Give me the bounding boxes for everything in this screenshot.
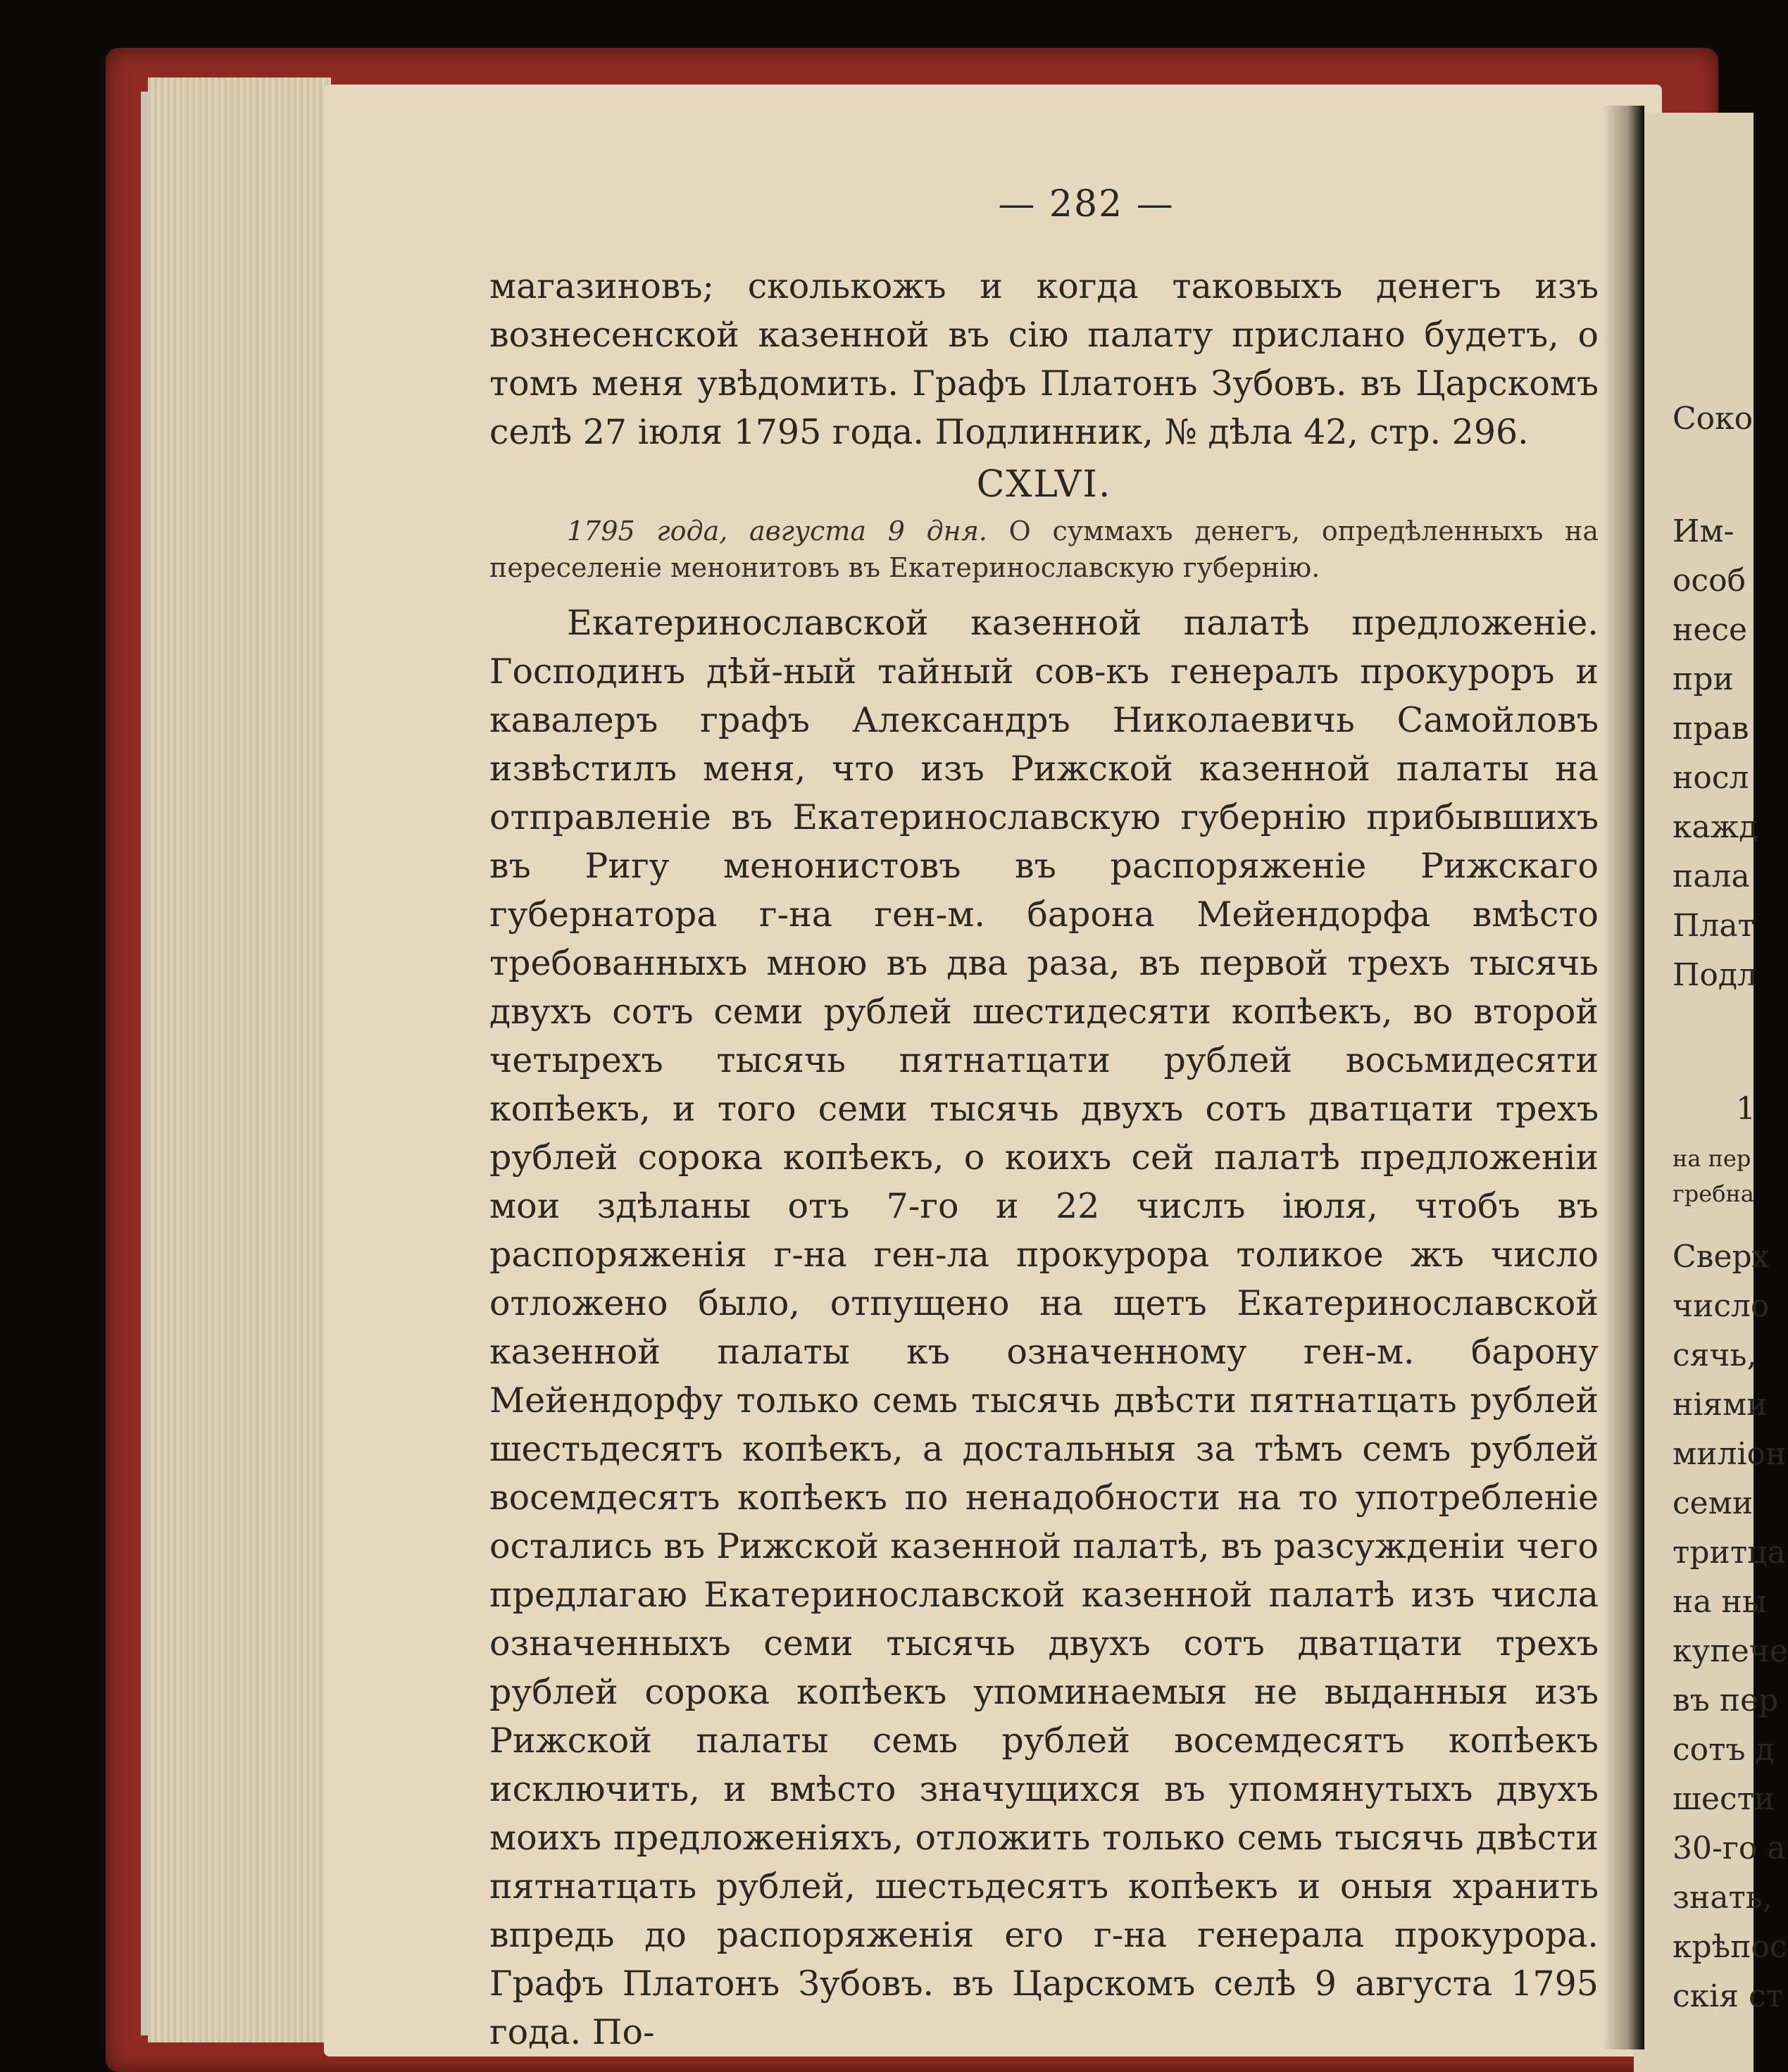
fragment-line: на ны <box>1673 1584 1767 1620</box>
fragment-line: сотъ д <box>1673 1732 1775 1768</box>
fragment-line: шести <box>1673 1781 1775 1817</box>
fragment-line: число <box>1673 1288 1770 1324</box>
fragment-line: на пер <box>1673 1145 1751 1172</box>
page-number: — 282 — <box>998 183 1175 225</box>
fragment-line: Подл <box>1673 957 1757 993</box>
fragment-line: купече <box>1673 1633 1788 1669</box>
fragment-line: Плат <box>1673 908 1755 944</box>
fragment-line: гребна <box>1673 1180 1754 1207</box>
fragment-line: ніями <box>1673 1387 1768 1423</box>
fragment-line: скія ст <box>1673 1978 1783 2014</box>
fragment-line: миліон <box>1673 1436 1787 1472</box>
fragment-line: при <box>1673 661 1734 697</box>
fragment-line: сячь, <box>1673 1337 1757 1373</box>
fragment-line: 1 <box>1736 1091 1756 1127</box>
fragment-line: носл <box>1673 760 1749 796</box>
fragment-line: семи <box>1673 1485 1753 1521</box>
fragment-line: знать, <box>1673 1880 1773 1916</box>
fragment-line: особ <box>1673 563 1746 599</box>
fragment-line: кажд <box>1673 809 1758 845</box>
page-gutter <box>1602 106 1644 2049</box>
body-paragraph: Екатеринославской казенной палатѣ предложеніе. Господинъ дѣй-ный тайный сов-къ генералъ прокуроръ и кавалеръ графъ Александръ Николаевичь Самойловъ извѣстилъ меня, что изъ Рижской казенной палаты на отправленіе въ Екатеринославскую губернію прибывшихъ въ Ригу менонистовъ въ распоряженіе Рижскаго губернатора г-на ген-м. барона Мейендорфа вмѣсто требованныхъ мною въ два раза, въ первой трехъ тысячь двухъ сотъ семи рублей шестидесяти копѣекъ, во второй четырехъ тысячь пятнатцати рублей восьмидесяти копѣекъ, и того семи тысячь двухъ сотъ дватцати трехъ рублей сорока копѣекъ, о коихъ сей палатѣ предложеніи мои здѣланы отъ 7-го и 22 числъ іюля, чтобъ въ распоряженія г-на ген-ла прокурора толикое жъ число отложено было, отпущено на щетъ Екатеринославской казенной палаты къ означенному ген-м. барону Мейендорфу только семь тысячь двѣсти пятнатцать рублей шестьдесятъ копѣекъ, а достальныя за тѣмъ семъ рублей восемдесятъ копѣекъ по ненадобности на то употребленіе остались въ Рижской казенной палатѣ, въ разсужденіи чего предлагаю Екатеринославской казенной палатѣ изъ числа означенныхъ семи тысячь двухъ сотъ дватцати трехъ рублей сорока копѣекъ упоминаемыя не выданныя изъ Рижской палаты семь рублей восемдесятъ копѣекъ исключить, и вмѣсто значущихся въ упомянутыхъ двухъ моихъ предложеніяхъ, отложить только семь тысячь двѣсти пятнатцать рублей, шестьдесятъ копѣекъ и оныя хранить впредь до распоряженія его г-на генерала прокурора. Графъ Платонъ Зубовъ. въ Царскомъ селѣ 9 августа 1795 года. По- <box>489 603 1599 2052</box>
fragment-line: 30-го а <box>1673 1830 1786 1866</box>
summary-text: О суммахъ денегъ, опредѣленныхъ на переселеніе менонитовъ въ Екатеринославскую губернію. <box>489 516 1599 583</box>
page-edges <box>148 77 331 2042</box>
section-summary <box>489 513 1599 586</box>
fragment-line: пала <box>1673 859 1750 894</box>
fragment-line: крѣпос <box>1673 1929 1787 1965</box>
right-page-fragments <box>1673 394 1788 2021</box>
summary-date: 1795 года, августа 9 дня. <box>567 516 987 547</box>
fragment-line: несе <box>1673 612 1748 648</box>
fragment-line: Соко <box>1673 401 1753 437</box>
continuation-paragraph: магазиновъ; сколькожъ и когда таковыхъ денегъ изъ вознесенской казенной въ сію палату прислано будетъ, о томъ меня увѣдомить. Графъ Платонъ Зубовъ. въ Царскомъ селѣ 27 іюля 1795 года. Подлинник, № дѣла 42, стр. 296. <box>489 266 1599 452</box>
fragment-line: въ пер <box>1673 1683 1779 1718</box>
fragment-line: прав <box>1673 711 1749 747</box>
fragment-line: Им- <box>1673 513 1734 549</box>
section-title: CXLVI. <box>976 463 1112 506</box>
fragment-line: Сверх <box>1673 1239 1770 1275</box>
fragment-line: тритца <box>1673 1535 1786 1571</box>
page-text <box>489 183 1599 2052</box>
